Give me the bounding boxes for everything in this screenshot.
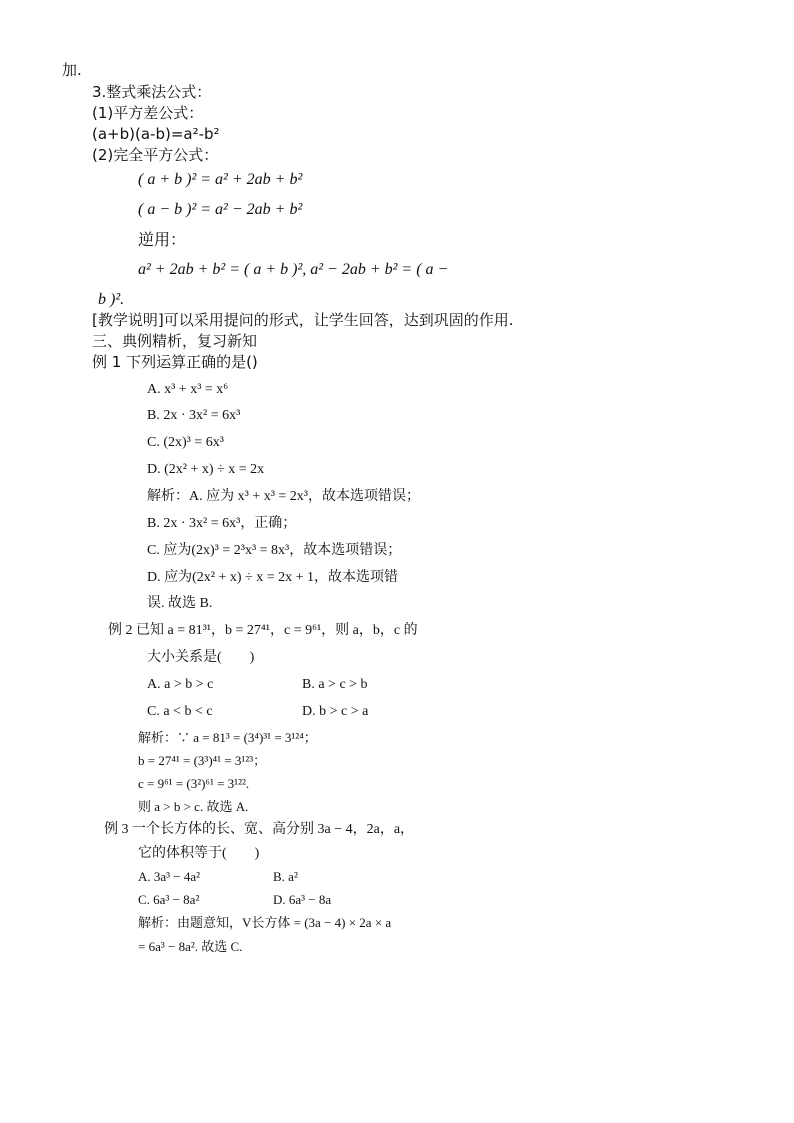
option-line: A. a > b > c — [147, 677, 214, 692]
solution-line: C. 应为(2x)³ = 2³x³ = 8x³，故本选项错误； — [147, 543, 402, 558]
option-line: A. x³ + x³ = x⁶ — [147, 382, 229, 397]
section-heading: 三、典例精析，复习新知 — [92, 332, 258, 350]
question-line: 它的体积等于( ) — [138, 846, 260, 861]
solution-line: B. 2x · 3x² = 6x³，正确； — [147, 516, 297, 531]
solution-line: 则 a > b > c. 故选 A. — [138, 799, 249, 814]
solution-line: c = 9⁶¹ = (3²)⁶¹ = 3¹²². — [138, 776, 250, 791]
option-line: D. 6a³ − 8a — [273, 892, 332, 907]
formula-line: ( a − b )² = a² − 2ab + b² — [138, 201, 303, 218]
subsection-heading: (2)完全平方公式： — [92, 146, 219, 164]
formula-line: b )². — [98, 291, 125, 308]
solution-line: D. 应为(2x² + x) ÷ x = 2x + 1，故本选项错 — [147, 570, 399, 585]
option-line: C. a < b < c — [147, 704, 213, 719]
example-title: 例 3 一个长方体的长、宽、高分别 3a − 4，2a，a， — [104, 822, 415, 837]
formula-line: a² + 2ab + b² = ( a + b )², a² − 2ab + b² = ( a − — [138, 261, 449, 278]
solution-line: b = 27⁴¹ = (3³)⁴¹ = 3¹²³； — [138, 753, 267, 768]
example-title: 例 1 下列运算正确的是() — [92, 353, 258, 371]
section-heading: 3.整式乘法公式： — [92, 83, 212, 101]
subsection-heading: (1)平方差公式： — [92, 104, 204, 122]
option-line: B. a > c > b — [302, 677, 368, 692]
teaching-note: [教学说明]可以采用提问的形式，让学生回答，达到巩固的作用. — [92, 311, 514, 329]
formula-line: ( a + b )² = a² + 2ab + b² — [138, 171, 303, 188]
text-line: 加. — [62, 61, 82, 79]
option-line: A. 3a³ − 4a² — [138, 869, 201, 884]
question-line: 大小关系是( ) — [147, 650, 255, 665]
option-line: B. a² — [273, 869, 298, 884]
option-line: D. b > c > a — [302, 704, 369, 719]
solution-line: = 6a³ − 8a². 故选 C. — [138, 939, 243, 954]
text-line: 逆用： — [138, 230, 187, 249]
solution-line: 解析：A. 应为 x³ + x³ = 2x³，故本选项错误； — [147, 489, 420, 504]
solution-line: 解析：由题意知，V长方体 = (3a − 4) × 2a × a — [138, 915, 392, 930]
example-title: 例 2 已知 a = 81³¹，b = 27⁴¹，c = 9⁶¹，则 a，b，c 的 — [108, 623, 418, 638]
option-line: D. (2x² + x) ÷ x = 2x — [147, 462, 265, 477]
option-line: C. 6a³ − 8a² — [138, 892, 200, 907]
solution-line: 解析：∵ a = 81³ = (3⁴)³¹ = 3¹²⁴； — [138, 730, 317, 745]
option-line: B. 2x · 3x² = 6x³ — [147, 408, 241, 423]
option-line: C. (2x)³ = 6x³ — [147, 435, 224, 450]
formula-line: (a+b)(a-b)=a²-b² — [92, 125, 220, 143]
solution-line: 误. 故选 B. — [147, 596, 213, 611]
